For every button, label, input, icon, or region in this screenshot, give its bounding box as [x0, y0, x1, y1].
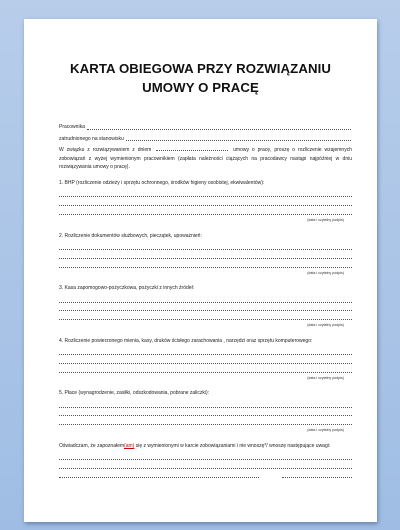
signature-caption: (data i czytelny podpis) — [307, 217, 344, 222]
signature-caption: (data i czytelny podpis) — [307, 375, 344, 380]
date-fill-line — [156, 146, 228, 151]
fill-line — [59, 189, 352, 198]
fill-line — [59, 303, 352, 312]
employee-fill-line — [87, 128, 351, 130]
section-4 — [59, 337, 352, 383]
fill-line — [59, 460, 352, 469]
position-label: zatrudnionego na stanowisku — [59, 135, 124, 142]
section-2 — [59, 232, 352, 278]
fill-line — [59, 408, 352, 417]
document-title-line-1: KARTA OBIEGOWA PRZY ROZWIĄZANIU — [70, 61, 331, 76]
position-field — [59, 135, 352, 144]
signature-caption: (data i czytelny podpis) — [307, 428, 344, 433]
section-1-heading: 1. BHP (rozliczenie odzieży i sprzętu ochronnego, środków higieny osobistej, ekwiwalentów): — [59, 179, 265, 186]
fill-line — [59, 355, 352, 364]
section-2-heading: 2. Rozliczenie dokumentów służbowych, pieczątek, upoważnień: — [59, 232, 202, 239]
fill-line — [59, 197, 352, 206]
employee-label: Pracownika — [59, 124, 85, 130]
document-title-line-2: UMOWY O PRACĘ — [142, 80, 259, 95]
document-page — [24, 19, 377, 522]
closing-statement — [59, 442, 352, 478]
fill-line — [59, 364, 352, 373]
closing-text-1: Oświadczam, że zapoznałem — [59, 442, 125, 449]
employee-field — [59, 123, 352, 132]
fill-line — [59, 346, 352, 355]
intro-text-2: umowy o pracę, proszę o rozliczenie wzajemnych zobowiązań z wyżej wymienionym pracownikiem (zapłata należności ciążących na pracodawcy nastąpi najpóźniej w dniu rozwiązywania umowy o pracę). — [59, 147, 352, 171]
signature-caption: (data i czytelny podpis) — [307, 323, 344, 328]
intro-text-1: W związku z rozwiązywaniem z dniem — [59, 147, 152, 154]
fill-line — [59, 311, 352, 320]
section-5-heading: 5. Płace (wynagrodzenie, zasiłki, odszkodowania, pobrane zaliczki): — [59, 390, 210, 397]
closing-highlight: (am) — [124, 442, 135, 449]
fill-line — [59, 416, 352, 425]
position-fill-line — [126, 139, 351, 141]
fill-line — [59, 206, 352, 215]
intro-paragraph — [59, 146, 352, 172]
fill-line — [59, 259, 352, 268]
closing-text-2: się z wymienionymi w karcie zobowiązaniami i nie wnoszę*/ wnoszę następujące uwagi: — [135, 442, 331, 449]
fill-line — [59, 451, 352, 460]
document-body — [59, 123, 352, 478]
fill-line — [282, 469, 352, 478]
fill-line — [59, 399, 352, 408]
section-5 — [59, 389, 352, 435]
signature-caption: (data i czytelny podpis) — [307, 270, 344, 275]
fill-line — [59, 241, 352, 250]
fill-line — [59, 294, 352, 303]
fill-line — [59, 469, 259, 478]
section-3-heading: 3. Kasa zapomogowo-pożyczkowa, pożyczki z innych źródeł: — [59, 285, 195, 292]
section-4-heading: 4. Rozliczenie powierzonego mienia, kasy, druków ścisłego zarachowania , narzędzi oraz sprzętu komputerowego: — [59, 337, 313, 344]
section-1 — [59, 179, 352, 225]
section-3 — [59, 284, 352, 330]
fill-line — [59, 250, 352, 259]
